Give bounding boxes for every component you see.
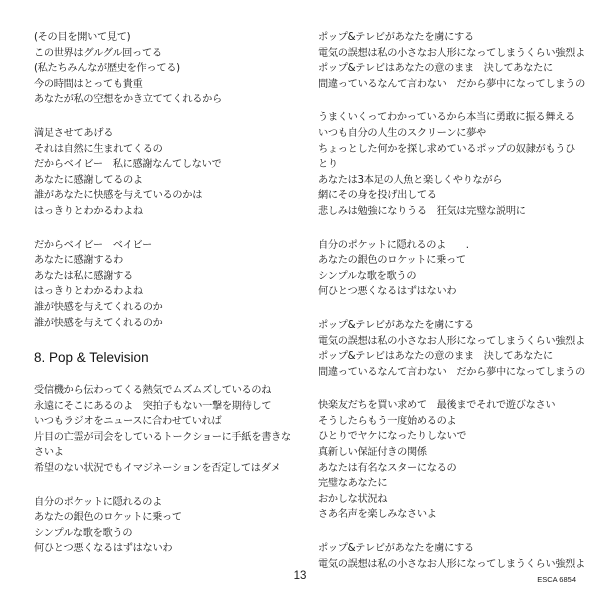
lyric-line: 誰があなたに快感を与えているのかは (34, 190, 203, 202)
lyric-line: あなたは私に感謝する (34, 270, 133, 282)
lyric-stanza (34, 238, 296, 332)
lyric-line: 永遠にそこにあるのよ 突拍子もない一撃を期待して (34, 400, 272, 412)
lyric-line: 何ひとつ悪くなるはずはないわ (318, 286, 457, 298)
lyric-line: ポップ&テレビはあなたの意のまま 決してあなたに (318, 63, 553, 75)
left-stanzas-before-title (34, 30, 296, 331)
section-title: 8. Pop & Television (34, 350, 149, 366)
lyric-stanza (318, 398, 580, 523)
lyric-line: さいよ (34, 447, 64, 459)
lyric-line: 電気の誤想は私の小さなお人形になってしまうくらい強烈よ (318, 47, 585, 59)
right-stanzas (318, 30, 585, 572)
lyric-line: 片目の亡霊が司会をしているトークショーに手紙を書きな (34, 431, 291, 443)
lyric-line: おかしな状況ね (318, 493, 388, 505)
lyric-line: いつも自分の人生のスクリーンに夢や (318, 127, 486, 139)
lyric-stanza (34, 30, 296, 108)
lyric-line: 快楽友だちを買い求めて 最後までそれで遊びなさい (318, 400, 556, 412)
lyric-line: (その目を開いて見て) (34, 32, 131, 43)
lyric-line: いつもラジオをニュースに合わせていれば (34, 416, 222, 428)
lyric-line: とり (318, 159, 338, 171)
lyric-line: シンプルな歌を歌うの (318, 270, 417, 282)
lyric-line: ひとりでヤケになったりしないで (318, 431, 467, 443)
lyric-line: だからベイビー 私に感謝なんてしないで (34, 159, 222, 171)
lyric-line: あなたは3本足の人魚と楽しくやりながら (318, 174, 503, 186)
lyric-line: あなたが私の空想をかき立ててくれるから (34, 94, 222, 106)
lyric-line: ポップ&テレビがあなたを虜にする (318, 319, 474, 331)
lyric-line: あなたの銀色のロケットに乗って (34, 512, 182, 524)
lyric-line: さあ名声を楽しみなさいよ (318, 509, 437, 521)
lyric-line: 電気の誤想は私の小さなお人形になってしまうくらい強烈よ (318, 558, 585, 570)
lyric-line: はっきりとわかるわよね (34, 286, 143, 298)
lyric-line: そうしたらもう一度始めるのよ (318, 415, 457, 427)
lyric-stanza (318, 30, 585, 92)
lyric-line: 希望のない状況でもイマジネーションを否定してはダメ (34, 463, 281, 475)
lyric-line: 自分のポケットに隠れるのよ . (318, 239, 469, 251)
lyric-line: 悲しみは勉強になりうる 狂気は完璧な説明に (318, 205, 526, 217)
left-stanzas-after-title (34, 383, 296, 557)
lyric-line: ポップ&テレビがあなたを虜にする (318, 32, 474, 43)
lyric-stanza (318, 238, 580, 300)
lyric-line: 誰が快感を与えてくれるのか (34, 317, 163, 329)
lyric-stanza (318, 318, 585, 380)
lyric-line: それは自然に生まれてくるの (34, 143, 163, 155)
lyric-line: はっきりとわかるわよね (34, 205, 143, 217)
left-lyrics-column (34, 30, 296, 575)
lyric-stanza (318, 110, 580, 219)
lyric-line: 電気の誤想は私の小さなお人形になってしまうくらい強烈よ (318, 335, 585, 347)
lyric-line: あなたは有名なスターになるの (318, 462, 457, 474)
lyric-line: あなたに感謝してるのよ (34, 174, 143, 186)
lyric-stanza (34, 495, 296, 557)
lyric-line: 網にその身を投げ出してる (318, 190, 437, 202)
lyric-line: うまくいくってわかっているから本当に勇敢に振る舞える (318, 112, 575, 124)
lyric-line: 受信機から伝わってくる熱気でムズムズしているのね (34, 385, 272, 397)
lyric-line: この世界はグルグル回ってる (34, 47, 162, 59)
lyric-line: 間違っているなんて言わない だから夢中になってしまうの (318, 78, 585, 90)
lyric-line: 誰が快感を与えてくれるのか (34, 301, 163, 313)
catalog-number: ESCA 6854 (537, 575, 576, 584)
lyric-line: あなたに感謝するわ (34, 255, 123, 267)
lyric-line: 満足させてあげる (34, 127, 114, 139)
lyric-line: 完璧なあなたに (318, 478, 388, 490)
lyric-stanza (34, 383, 296, 477)
lyric-line: (私たちみんなが歴史を作ってる) (34, 63, 180, 75)
lyric-stanza (34, 126, 296, 220)
lyric-line: シンプルな歌を歌うの (34, 527, 133, 539)
lyric-line: ちょっとした何かを探し求めているポップの奴隷がもうひ (318, 143, 576, 155)
lyric-line: ポップ&テレビがあなたを虜にする (318, 543, 474, 555)
lyric-line: だからベイビー ベイビー (34, 239, 152, 251)
lyric-line: 何ひとつ悪くなるはずはないわ (34, 543, 173, 555)
lyric-line: ポップ&テレビはあなたの意のまま 決してあなたに (318, 351, 553, 363)
lyric-stanza (318, 541, 585, 572)
page-number: 13 (293, 570, 307, 582)
lyric-line: 間違っているなんて言わない だから夢中になってしまうの (318, 366, 585, 378)
lyric-line: 真新しい保証付きの関係 (318, 447, 427, 459)
lyric-line: 自分のポケットに隠れるのよ (34, 496, 163, 508)
lyric-line: 今の時間はとっても貴重 (34, 78, 143, 90)
right-lyrics-column (318, 30, 585, 590)
lyric-line: あなたの銀色のロケットに乗って (318, 255, 466, 267)
